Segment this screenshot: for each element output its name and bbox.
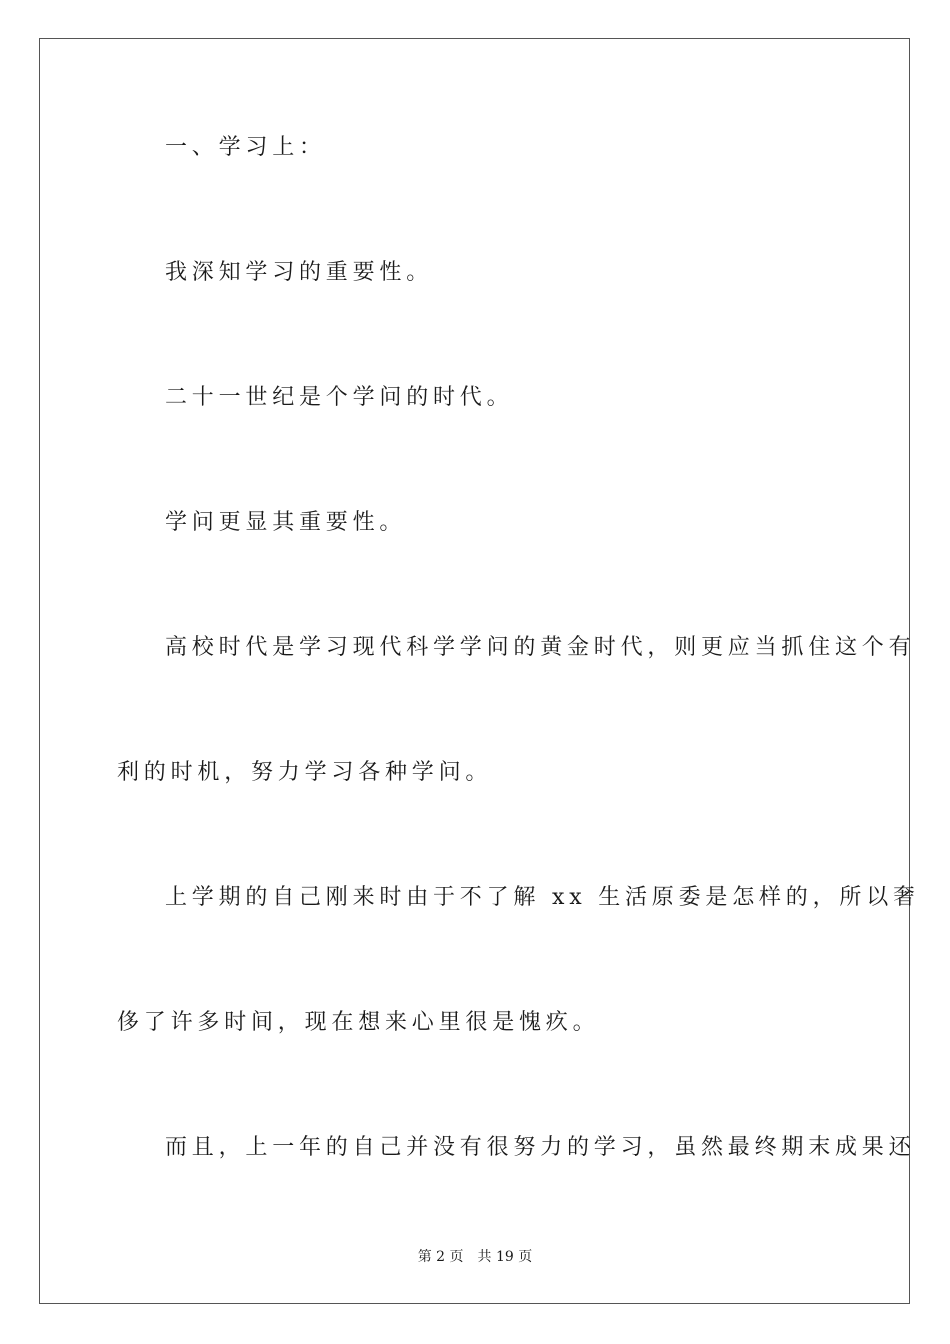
paragraph-line: 学问更显其重要性。 — [165, 510, 407, 535]
paragraph-line: 二十一世纪是个学问的时代。 — [165, 385, 514, 410]
paragraph-line: 上学期的自己刚来时由于不了解 xx 生活原委是怎样的，所以奢 — [165, 885, 920, 910]
paragraph-line: 利的时机，努力学习各种学问。 — [117, 760, 493, 785]
paragraph-line: 侈了许多时间，现在想来心里很是愧疚。 — [117, 1010, 600, 1035]
paragraph-line: 而且，上一年的自己并没有很努力的学习，虽然最终期末成果还 — [165, 1135, 916, 1160]
page-total: 共 19 页 — [477, 1249, 533, 1265]
page-border — [39, 38, 910, 1304]
paragraph-line: 我深知学习的重要性。 — [165, 260, 434, 285]
page-number: 第 2 页 — [417, 1249, 464, 1265]
paragraph-line: 高校时代是学习现代科学学问的黄金时代，则更应当抓住这个有 — [165, 635, 916, 660]
page-footer — [0, 1247, 950, 1267]
heading-study: 一、学习上： — [165, 135, 326, 160]
